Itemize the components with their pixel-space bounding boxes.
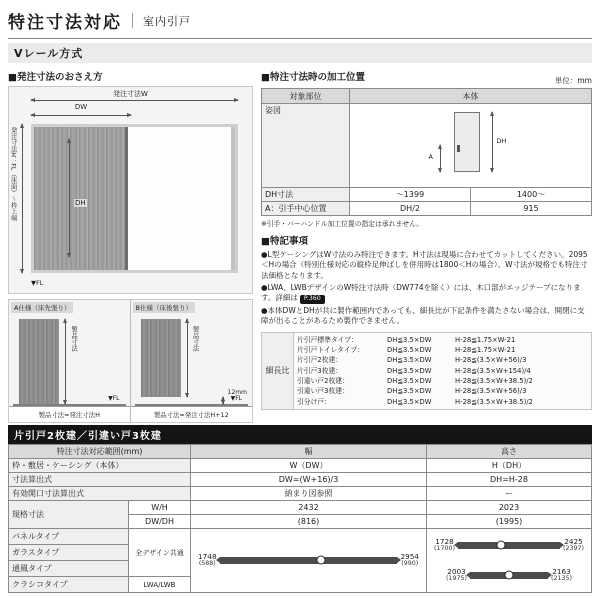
- width-standard-dot: [316, 556, 325, 565]
- calc-row: [9, 473, 592, 487]
- height-vent-min-value: 2003: [447, 567, 466, 577]
- width-min: [198, 553, 217, 567]
- processing-header-row: [262, 89, 592, 104]
- standard-wh-row: [9, 501, 592, 515]
- col-range-header: 特注寸法対応範囲(mm): [9, 445, 191, 459]
- width-min-sub: (588): [198, 560, 216, 568]
- order-height-label: 発注寸法H：FL（床面）～枠上端: [9, 127, 17, 221]
- remark-text-2: ●LWA、LWBデザインのW特注寸法時（DW774を除く）には、木口部がエッジテープになります。詳細は: [261, 283, 581, 303]
- slender-f2: H-28≦(3.5×W+154)/4: [455, 366, 531, 375]
- height-main-max-sub: (2397): [563, 545, 584, 553]
- slenderness-table: [261, 332, 592, 410]
- spec-b-gap-label: 12mm: [227, 389, 247, 396]
- width-max: [400, 553, 419, 567]
- height-main-bar-line: [458, 542, 560, 549]
- slender-f2: H-28≦(3.5×W+56)/3: [455, 387, 527, 396]
- slender-f2: H-28≦(3.5×W+38.5)/2: [455, 397, 533, 406]
- slender-row: [297, 376, 588, 386]
- range-header-row: [9, 445, 592, 459]
- slenderness-label: 細長比: [262, 333, 294, 409]
- parts-width: W（DW）: [191, 459, 427, 473]
- rail-method-label: Vレール方式: [14, 47, 84, 60]
- spec-b-label: B仕様（床後張り）: [133, 302, 195, 313]
- dh-size-value-2: 1400～: [471, 188, 592, 202]
- dh-size-row: [262, 188, 592, 202]
- slender-name: 片引戸トイレタイプ：: [297, 346, 365, 355]
- remark-item-1: [261, 250, 592, 281]
- dw-label: DW: [74, 103, 88, 111]
- dh-size-label: DH寸法: [262, 188, 350, 202]
- remark-item-2: [261, 283, 592, 304]
- spec-a-block: [9, 300, 131, 422]
- slender-row: [297, 397, 588, 407]
- remark-text-1: ●L型ケーシングはW寸法のみ特注できます。H寸法は現場に合わせてカットしてください。2095＜Hの場合（特別仕様対応の縦枠足伸ばしを併用時は1800＜Hの場合）、W寸法が規格でも特注寸法価格となります。: [261, 250, 588, 280]
- spec-a-drawing: [13, 314, 126, 406]
- figure-handle: [457, 145, 460, 152]
- height-range-bar-vent: [430, 568, 588, 582]
- remarks-heading: ■特記事項: [261, 236, 308, 247]
- design-lwalwb-label: LWA/LWB: [129, 577, 191, 593]
- unit-label: 単位：mm: [554, 76, 592, 85]
- page-ref-badge: P.360: [300, 295, 325, 304]
- slenderness-rows: [294, 333, 591, 409]
- processing-note: ※引手・バーハンドル加工位置の指定は承れません。: [261, 220, 424, 228]
- height-range-cell: [427, 529, 592, 593]
- slender-f1: DH≦3.5×DW: [387, 335, 432, 344]
- standard-wh-width: 2432: [191, 501, 427, 515]
- spec-b-gap-dimension-line: [223, 397, 224, 404]
- processing-table: [261, 88, 592, 216]
- parts-label: 枠・敷居・ケーシング（本体）: [9, 459, 191, 473]
- standard-dwdh-height: (1995): [427, 515, 592, 529]
- slender-f1: DH≦3.5×DW: [387, 356, 432, 365]
- slender-name: 引分け戸：: [297, 397, 331, 406]
- slender-row: [297, 386, 588, 396]
- standard-label: 規格寸法: [9, 501, 129, 529]
- height-main-max: [563, 538, 584, 552]
- spec-a-door-panel: [19, 319, 59, 404]
- spec-a-label: A仕様（床先張り）: [11, 302, 73, 313]
- handle-center-value-1: DH/2: [350, 202, 471, 216]
- panel-type-label: パネルタイプ: [9, 529, 129, 545]
- standard-dwdh-label: DW/DH: [129, 515, 191, 529]
- height-vent-max-value: 2163: [552, 567, 571, 577]
- slender-f2: H-28≦1.75×W-21: [455, 346, 516, 355]
- handle-center-row: [262, 202, 592, 216]
- processing-heading-row: [261, 67, 592, 86]
- calc-height: DH=H-28: [427, 473, 592, 487]
- spec-b-block: [131, 300, 253, 422]
- handle-center-label: A：引手中心位置: [262, 202, 350, 216]
- spec-b-drawing: [135, 314, 249, 406]
- door-jamb: [231, 127, 235, 270]
- slender-f2: H-28≦(3.5×W+56)/3: [455, 356, 527, 365]
- glass-type-label: ガラスタイプ: [9, 545, 129, 561]
- vent-type-label: 通風タイプ: [9, 561, 129, 577]
- classico-type-label: クラシコタイプ: [9, 577, 129, 593]
- height-main-min-sub: (1700): [434, 545, 455, 553]
- remark-item-3: [261, 306, 592, 327]
- width-max-sub: (990): [401, 560, 419, 568]
- col-target-part: 対象部位: [262, 89, 350, 104]
- spec-b-door-panel: [141, 319, 181, 397]
- header-divider: [132, 13, 133, 28]
- width-range-cell: [191, 529, 427, 593]
- spec-b-product-dim-label: 製品寸法: [191, 326, 199, 352]
- width-bar-line: [220, 557, 398, 564]
- height-range-bar-main: [430, 538, 588, 552]
- main-content: [8, 67, 592, 419]
- dh-dimension-line: [69, 139, 70, 257]
- page-header: [8, 5, 592, 39]
- slender-f1: DH≦3.5×DW: [387, 377, 432, 386]
- slender-row: [297, 335, 588, 345]
- width-min-value: 1748: [198, 552, 217, 562]
- standard-wh-height: 2023: [427, 501, 592, 515]
- order-width-dimension-line: [31, 100, 238, 101]
- height-vent-min-sub: (1975): [446, 575, 467, 583]
- col-width-header: 幅: [191, 445, 427, 459]
- bottom-section-title: 片引戸2枚建／引違い戸3枚建: [8, 425, 592, 444]
- panel-type-row: [9, 529, 592, 545]
- height-main-max-value: 2425: [564, 537, 583, 547]
- spec-a-floor-marker: ▼FL: [108, 395, 120, 402]
- door-figure: [396, 105, 546, 183]
- height-main-standard-dot: [496, 541, 505, 550]
- page-category: 室内引戸: [143, 14, 191, 28]
- slender-f1: DH≦3.5×DW: [387, 397, 432, 406]
- dh-size-value-1: ～1399: [350, 188, 471, 202]
- spec-a-formula: 製品寸法=発注寸法H: [9, 406, 130, 422]
- opening-width: 納まり図参照: [191, 487, 427, 501]
- slender-name: 引違い戸3枚建：: [297, 387, 349, 396]
- order-dims-section: [8, 67, 253, 419]
- parts-row: [9, 459, 592, 473]
- floor-level-marker: ▼FL: [31, 279, 44, 287]
- height-vent-max: [551, 568, 572, 582]
- spec-b-dimension-line: [187, 319, 188, 397]
- spec-b-formula: 製品寸法=発注寸法H+12: [131, 406, 253, 422]
- standard-dwdh-width: (816): [191, 515, 427, 529]
- handle-center-value-2: 915: [471, 202, 592, 216]
- slender-name: 片引戸標準タイプ：: [297, 335, 358, 344]
- opening-label: 有効開口寸法算出式: [9, 487, 191, 501]
- processing-section: [261, 67, 592, 419]
- height-main-min: [434, 538, 455, 552]
- opening-row: [9, 487, 592, 501]
- figure-cell: [350, 104, 592, 188]
- calc-width: DW=(W+16)/3: [191, 473, 427, 487]
- slender-f1: DH≦3.5×DW: [387, 366, 432, 375]
- height-vent-standard-dot: [505, 571, 514, 580]
- figure-door: [454, 112, 480, 172]
- col-height-header: 高さ: [427, 445, 592, 459]
- order-dims-heading: ■発注寸法のおさえ方: [8, 72, 103, 83]
- parts-height: H（DH）: [427, 459, 592, 473]
- spec-a-dimension-line: [65, 319, 66, 404]
- order-height-dimension-line: [22, 124, 23, 273]
- floor-spec-diagram: [8, 299, 253, 423]
- figure-a-label: A: [428, 153, 433, 161]
- dimension-range-table: [8, 444, 592, 593]
- figure-dh-dimension-line: [492, 112, 493, 172]
- calc-label: 寸法算出式: [9, 473, 191, 487]
- slender-row: [297, 355, 588, 365]
- rail-method-band: [8, 43, 592, 63]
- slender-f1: DH≦3.5×DW: [387, 346, 432, 355]
- figure-label-cell: 姿図: [262, 104, 350, 188]
- height-vent-min: [446, 568, 467, 582]
- slender-name: 引違い戸2枚建：: [297, 377, 349, 386]
- height-vent-max-sub: (2135): [551, 575, 572, 583]
- order-width-label: 発注寸法W: [113, 90, 148, 98]
- height-range-bars: [430, 531, 588, 591]
- slender-f2: H-28≦(3.5×W+38.5)/2: [455, 377, 533, 386]
- figure-row: [262, 104, 592, 188]
- slender-name: 片引戸2枚建：: [297, 356, 343, 365]
- opening-height: ー: [427, 487, 592, 501]
- order-dims-diagram: [8, 86, 253, 294]
- dh-label: DH: [75, 199, 86, 207]
- height-main-min-value: 1728: [435, 537, 454, 547]
- slender-row: [297, 366, 588, 376]
- slender-f1: DH≦3.5×DW: [387, 387, 432, 396]
- slender-name: 片引戸3枚建：: [297, 366, 343, 375]
- col-body: 本体: [350, 89, 592, 104]
- slender-f2: H-28≦1.75×W-21: [455, 335, 516, 344]
- figure-a-dimension-line: [440, 145, 441, 172]
- spec-a-product-dim-label: 製品寸法: [70, 326, 77, 352]
- processing-heading: ■特注寸法時の加工位置: [261, 72, 365, 83]
- door-frame: [31, 124, 238, 273]
- height-vent-bar-line: [470, 572, 548, 579]
- spec-b-floor-marker: ▼FL: [230, 395, 242, 402]
- page-title: 特注寸法対応: [8, 13, 122, 33]
- dw-dimension-line: [31, 115, 131, 116]
- width-max-value: 2954: [400, 552, 420, 562]
- width-range-bar: [194, 553, 423, 567]
- remark-text-3: ●本体DWとDHが共に製作範囲内であっても、細長比が下記条件を満たさない場合は、開閉に支障が出ることがあるため製作できません。: [261, 306, 585, 326]
- design-common-label: 全デザイン共通: [129, 529, 191, 577]
- figure-dh-label: DH: [496, 137, 507, 145]
- standard-wh-label: W/H: [129, 501, 191, 515]
- slender-row: [297, 345, 588, 355]
